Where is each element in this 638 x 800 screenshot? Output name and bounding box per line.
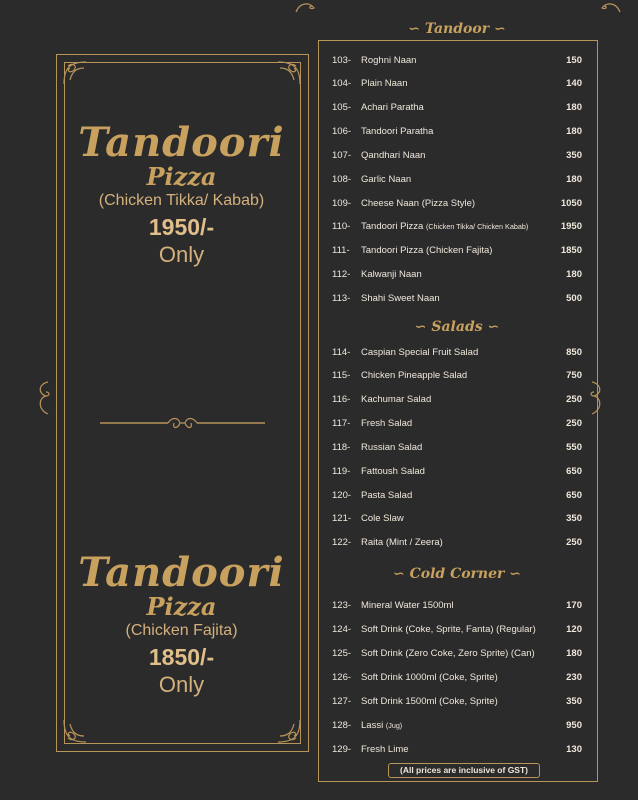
menu-item-row <box>332 291 582 307</box>
corner-flourish-icon <box>596 0 622 14</box>
menu-item-row <box>332 742 582 758</box>
section-title-text: Cold Corner <box>409 566 505 582</box>
item-price: 850 <box>566 346 582 358</box>
section-title <box>318 21 596 37</box>
item-number: 105- <box>332 102 352 114</box>
promo-price: 1950/- <box>148 213 215 240</box>
promo-variant: (Chicken Fajita) <box>125 622 238 640</box>
section-title <box>318 566 596 582</box>
side-scroll-icon <box>34 378 54 418</box>
item-name-text: Kachumar Salad <box>361 394 432 406</box>
item-price: 170 <box>566 599 582 611</box>
item-number: 125- <box>332 647 352 659</box>
item-number: 117- <box>332 418 351 430</box>
item-name <box>361 744 542 755</box>
promo-title: Tandoori <box>78 119 285 166</box>
item-name <box>361 624 542 635</box>
item-name-text: Shahi Sweet Naan <box>361 293 440 304</box>
item-price: 350 <box>566 149 582 161</box>
item-number: 121- <box>332 513 352 525</box>
item-name <box>361 466 542 477</box>
item-name-text: Chicken Pineapple Salad <box>361 370 468 382</box>
item-name-text: Soft Drink 1500ml (Coke, Sprite) <box>361 695 498 707</box>
item-name-text: Cheese Naan (Pizza Style) <box>361 197 476 209</box>
item-name <box>361 370 542 381</box>
item-name-text: Mineral Water 1500ml <box>361 599 454 611</box>
menu-item-row <box>332 439 582 455</box>
item-price: 500 <box>566 293 582 304</box>
menu-item-row <box>332 195 582 211</box>
item-number: 115- <box>332 370 351 382</box>
item-name-text: Tandoori Paratha <box>361 126 434 138</box>
item-number: 129- <box>332 744 352 756</box>
item-number: 122- <box>332 537 352 549</box>
item-name <box>361 198 542 209</box>
item-name <box>361 150 542 161</box>
item-number: 128- <box>332 720 352 731</box>
promo-variant: (Chicken Tikka/ Kabab) <box>98 192 265 210</box>
swirl-left-icon: ∽ <box>414 319 427 335</box>
item-name <box>361 490 542 501</box>
promo-block <box>64 549 299 697</box>
menu-item-row <box>332 368 582 384</box>
menu-item-row <box>332 219 582 235</box>
item-price: 250 <box>566 418 582 430</box>
item-name-text: Garlic Naan <box>361 173 412 185</box>
item-number: 108- <box>332 173 352 185</box>
item-price: 180 <box>566 102 582 114</box>
item-price: 180 <box>566 647 582 659</box>
swirl-right-icon: ∽ <box>493 21 506 37</box>
swirl-right-icon: ∽ <box>509 566 521 582</box>
item-name <box>361 696 542 707</box>
menu-item-row <box>332 718 582 734</box>
item-number: 123- <box>332 599 352 611</box>
item-price: 950 <box>566 720 582 731</box>
item-number: 103- <box>332 54 352 66</box>
item-number: 126- <box>332 671 352 683</box>
item-name-text: Pasta Salad <box>361 489 413 501</box>
item-number: 109- <box>332 197 352 209</box>
swirl-right-icon: ∽ <box>487 319 500 335</box>
item-number: 106- <box>332 126 352 138</box>
item-name-text: Lassi <box>361 720 384 731</box>
menu-item-row <box>332 392 582 408</box>
item-name-text: Qandhari Naan <box>361 149 426 161</box>
item-name <box>361 720 542 731</box>
corner-flourish-icon <box>270 716 304 746</box>
item-number: 120- <box>332 489 352 501</box>
menu-item-row <box>332 76 582 92</box>
item-price: 250 <box>566 537 582 549</box>
corner-flourish-icon <box>60 716 94 746</box>
item-number: 107- <box>332 149 352 161</box>
item-name-text: Tandoori Pizza (Chicken Fajita) <box>361 245 493 257</box>
item-name-text: Fresh Lime <box>361 744 409 756</box>
promo-block <box>64 119 299 267</box>
menu-item-row <box>332 52 582 68</box>
item-price: 120 <box>566 623 582 635</box>
item-price: 140 <box>566 78 582 90</box>
section-title-text: Salads <box>431 319 483 335</box>
menu-item-row <box>332 693 582 709</box>
menu-item-row <box>332 621 582 637</box>
menu-item-row <box>332 645 582 661</box>
menu-item-row <box>332 171 582 187</box>
item-name <box>361 269 542 280</box>
corner-flourish-icon <box>270 58 304 88</box>
item-price: 1850 <box>560 245 582 257</box>
item-name-detail: (Chicken Tikka/ Chicken Kabab) <box>425 222 529 232</box>
item-name <box>361 347 542 358</box>
item-price: 550 <box>566 441 582 453</box>
item-number: 111- <box>332 245 350 257</box>
promo-subtitle: Pizza <box>146 162 217 191</box>
item-name <box>361 648 542 659</box>
item-name-text: Soft Drink (Coke, Sprite, Fanta) (Regular) <box>361 623 536 635</box>
item-price: 250 <box>566 394 582 406</box>
item-number: 118- <box>332 441 351 453</box>
item-name <box>361 126 542 137</box>
item-name <box>361 442 542 453</box>
item-name-text: Soft Drink (Zero Coke, Zero Sprite) (Can) <box>361 647 535 659</box>
item-name-text: Plain Naan <box>361 78 408 90</box>
promo-note: Only <box>158 241 205 267</box>
item-number: 127- <box>332 695 352 707</box>
item-name <box>361 513 542 524</box>
item-name <box>361 394 542 405</box>
item-price: 350 <box>566 513 582 525</box>
item-price: 130 <box>566 744 582 756</box>
item-name-text: Roghni Naan <box>361 54 417 66</box>
menu-item-row <box>332 267 582 283</box>
ornamental-divider-icon <box>100 415 265 431</box>
item-name <box>361 55 542 66</box>
item-name <box>361 245 542 256</box>
item-price: 650 <box>566 465 582 477</box>
item-name <box>361 174 542 185</box>
item-price: 1950 <box>560 221 582 233</box>
item-name-detail: (Jug) <box>385 721 403 730</box>
item-name-text: Fattoush Salad <box>361 465 425 477</box>
promo-title: Tandoori <box>78 549 285 596</box>
item-number: 113- <box>332 293 351 304</box>
menu-item-row <box>332 487 582 503</box>
item-number: 124- <box>332 623 352 635</box>
menu-item-row <box>332 243 582 259</box>
item-name <box>361 418 542 429</box>
menu-item-row <box>332 124 582 140</box>
item-number: 119- <box>332 465 351 477</box>
item-name-text: Achari Paratha <box>361 102 424 114</box>
item-price: 350 <box>566 695 582 707</box>
item-name-text: Russian Salad <box>361 441 423 453</box>
item-price: 180 <box>566 269 582 281</box>
item-name-text: Soft Drink 1000ml (Coke, Sprite) <box>361 671 498 683</box>
item-price: 180 <box>566 173 582 185</box>
item-name-text: Cole Slaw <box>361 513 404 525</box>
corner-flourish-icon <box>294 0 320 14</box>
item-number: 104- <box>332 78 352 90</box>
item-name <box>361 102 542 113</box>
promo-price: 1850/- <box>148 643 215 670</box>
promo-subtitle: Pizza <box>146 592 217 621</box>
item-price: 750 <box>566 370 582 382</box>
menu-item-row <box>332 416 582 432</box>
menu-item-row <box>332 147 582 163</box>
item-name-text: Raita (Mint / Zeera) <box>361 537 443 549</box>
menu-item-row <box>332 597 582 613</box>
section-title-text: Tandoor <box>424 21 490 37</box>
menu-item-row <box>332 669 582 685</box>
item-price: 650 <box>566 489 582 501</box>
item-number: 110- <box>332 221 351 233</box>
item-price: 180 <box>566 126 582 138</box>
item-name-text: Caspian Special Fruit Salad <box>361 346 479 358</box>
item-number: 116- <box>332 394 351 406</box>
gst-note: (All prices are inclusive of GST) <box>388 763 540 778</box>
swirl-left-icon: ∽ <box>393 566 405 582</box>
item-number: 112- <box>332 269 351 281</box>
menu-item-row <box>332 535 582 551</box>
menu-item-row <box>332 344 582 360</box>
item-name <box>361 78 542 89</box>
menu-item-row <box>332 463 582 479</box>
item-name <box>361 672 542 683</box>
promo-note: Only <box>158 671 205 697</box>
swirl-left-icon: ∽ <box>408 21 421 37</box>
menu-item-row <box>332 511 582 527</box>
item-name <box>361 293 542 304</box>
item-name <box>361 600 542 611</box>
item-name-text: Fresh Salad <box>361 418 413 430</box>
item-price: 150 <box>566 54 582 66</box>
item-name <box>361 537 542 548</box>
item-name-text: Tandoori Pizza <box>361 221 424 233</box>
item-number: 114- <box>332 346 351 358</box>
item-price: 230 <box>566 671 582 683</box>
item-price: 1050 <box>560 197 582 209</box>
menu-item-row <box>332 100 582 116</box>
section-title <box>318 319 596 335</box>
item-name <box>361 221 542 232</box>
item-name-text: Kalwanji Naan <box>361 269 422 281</box>
corner-flourish-icon <box>60 58 94 88</box>
